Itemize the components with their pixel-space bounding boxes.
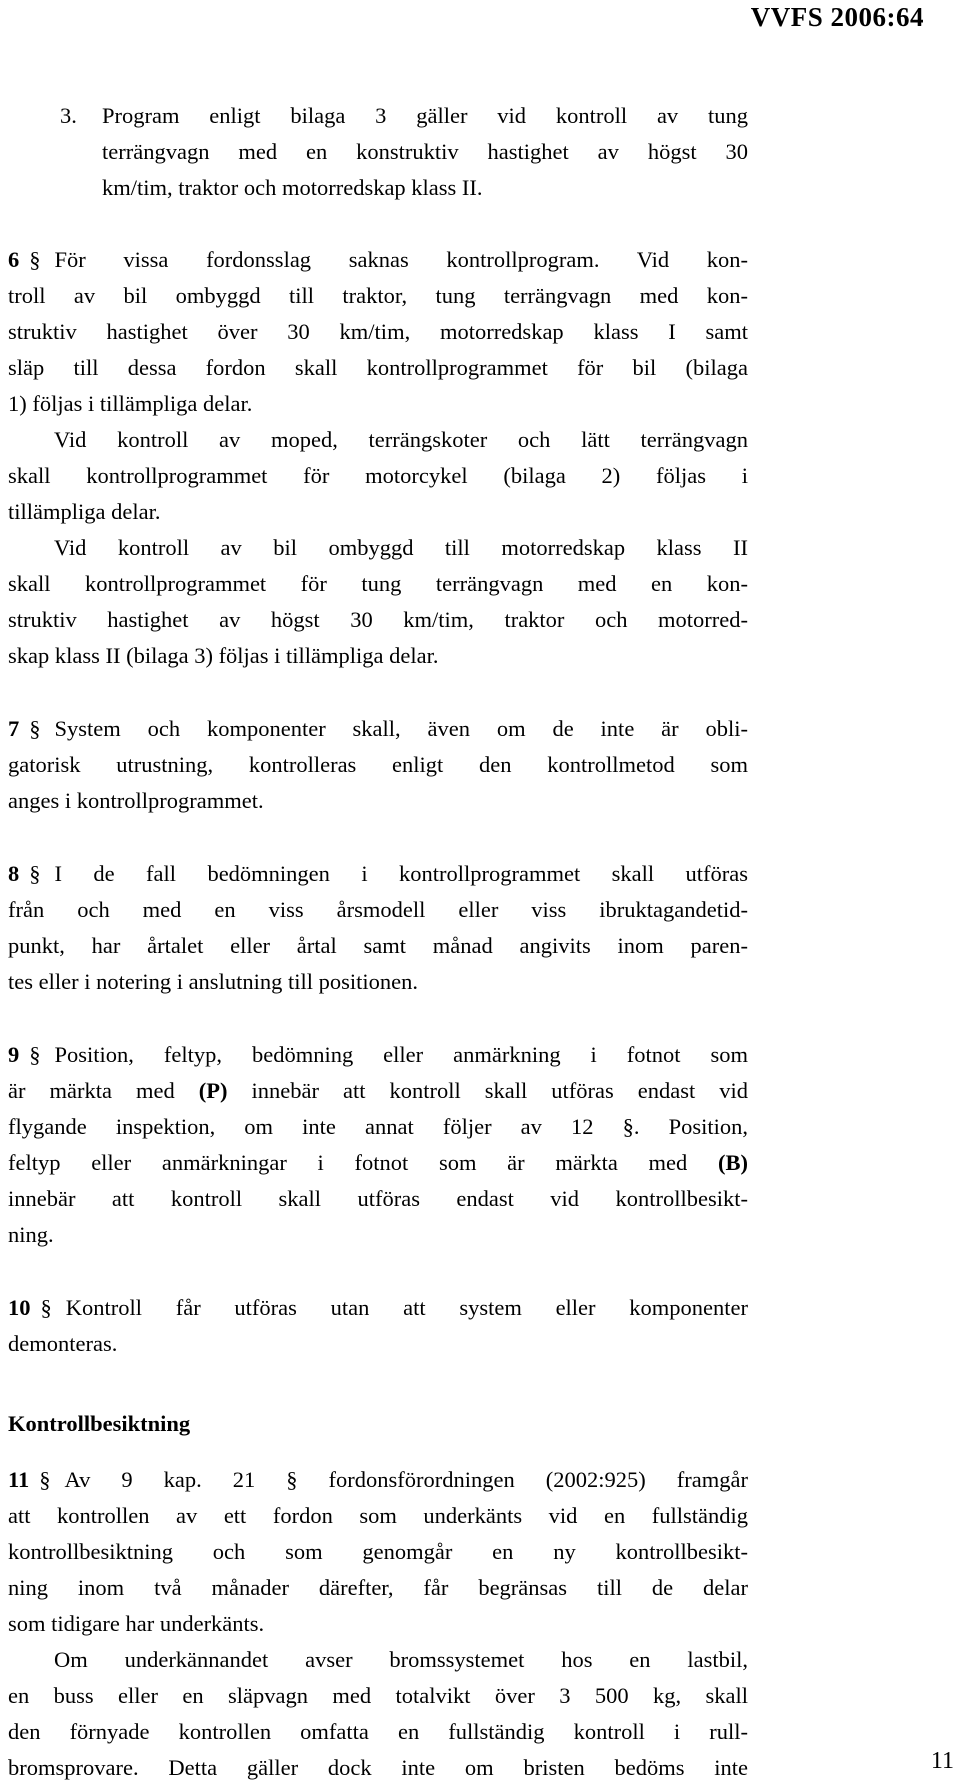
text-line: innebär att kontroll skall utföras endast vid kontrollbesikt-: [8, 1186, 748, 1211]
text-line: kontrollbesiktning och som genomgår en ny kontrollbesikt-: [8, 1539, 748, 1564]
text-line: från och med en viss årsmodell eller viss ibruktagandetid-: [8, 897, 748, 922]
text-line: [8, 1462, 748, 1498]
section-7: [8, 711, 748, 819]
text-line: km/tim, traktor och motorredskap klass II.: [102, 175, 483, 200]
section-number: 8: [8, 861, 20, 886]
text-line: demonteras.: [8, 1331, 118, 1356]
section-number: 11: [8, 1467, 30, 1492]
text-line: [8, 1109, 748, 1145]
section-number: 6: [8, 247, 20, 272]
text-line: 1) följas i tillämpliga delar.: [8, 391, 253, 416]
section-sign: §: [29, 861, 41, 886]
section-10: [8, 1290, 748, 1362]
text-line: [8, 711, 748, 747]
section-number: 10: [8, 1295, 31, 1320]
line-text: System och komponenter skall, även om de inte är obli-: [54, 716, 748, 741]
text-line: en buss eller en släpvagn med totalvikt över 3 500 kg, skall: [8, 1683, 748, 1708]
section-sign: §: [39, 1467, 51, 1492]
list-number: 3.: [60, 103, 77, 128]
line-text: innebär att kontroll skall utföras endast vid: [227, 1078, 748, 1103]
section-sign: §: [29, 1042, 41, 1067]
text-line: gatorisk utrustning, kontrolleras enligt den kontrollmetod som: [8, 752, 748, 777]
document-body: [8, 98, 748, 1786]
text-line: [8, 1037, 748, 1073]
marker-b: (B): [718, 1150, 748, 1175]
section-number: 9: [8, 1042, 20, 1067]
section-sign: §: [286, 1467, 298, 1492]
line-text: flygande inspektion, om inte annat följer av 12: [8, 1114, 623, 1139]
page-number: 11: [930, 1748, 954, 1774]
text-line: troll av bil ombyggd till traktor, tung terrängvagn med kon-: [8, 283, 748, 308]
line-text: Av 9 kap. 21: [64, 1467, 287, 1492]
text-line: [8, 856, 748, 892]
text-line: den förnyade kontrollen omfatta en fullständig kontroll i rull-: [8, 1719, 748, 1744]
text-line: skall kontrollprogrammet för motorcykel (bilaga 2) följas i: [8, 463, 748, 488]
text-line: punkt, har årtalet eller årtal samt månad angivits inom paren-: [8, 933, 748, 958]
text-line: ning.: [8, 1222, 54, 1247]
text-line: anges i kontrollprogrammet.: [8, 788, 264, 813]
text-line: som tidigare har underkänts.: [8, 1611, 265, 1636]
text-line: [8, 242, 748, 278]
line-text: är märkta med: [8, 1078, 199, 1103]
section-number: 7: [8, 716, 20, 741]
text-line: släp till dessa fordon skall kontrollprogrammet för bil (bilaga: [8, 355, 748, 380]
text-line: bromsprovare. Detta gäller dock inte om bristen bedöms inte: [8, 1755, 748, 1780]
document-header: VVFS 2006:64: [750, 2, 924, 32]
text-line: att kontrollen av ett fordon som underkänts vid en fullständig: [8, 1503, 748, 1528]
section-sign: §: [29, 716, 41, 741]
line-text: I de fall bedömningen i kontrollprogrammet skall utföras: [54, 861, 748, 886]
section-sign: §: [40, 1295, 52, 1320]
marker-p: (P): [198, 1078, 228, 1103]
text-line: struktiv hastighet av högst 30 km/tim, traktor och motorred-: [8, 607, 748, 632]
text-line: Vid kontroll av moped, terrängskoter och lätt terrängvagn: [54, 427, 748, 452]
text-line: ning inom två månader därefter, får begränsas till de delar: [8, 1575, 748, 1600]
line-text: feltyp eller anmärkningar i fotnot som är märkta med: [8, 1150, 718, 1175]
section-11: [8, 1462, 748, 1786]
text-line: [8, 1290, 748, 1326]
text-line: Vid kontroll av bil ombyggd till motorredskap klass II: [54, 535, 748, 560]
line-text: . Position,: [633, 1114, 749, 1139]
text-line: struktiv hastighet över 30 km/tim, motorredskap klass I samt: [8, 319, 748, 344]
line-text: Position, feltyp, bedömning eller anmärkning i fotnot som: [54, 1042, 748, 1067]
line-text: Kontroll får utföras utan att system eller komponenter: [65, 1295, 748, 1320]
section-sign: §: [622, 1114, 634, 1139]
section-9: [8, 1037, 748, 1253]
text-line: tillämpliga delar.: [8, 499, 161, 524]
text-line: terrängvagn med en konstruktiv hastighet av högst 30: [102, 139, 748, 164]
line-text: fordonsförordningen (2002:925) framgår: [297, 1467, 748, 1492]
text-line: skap klass II (bilaga 3) följas i tillämpliga delar.: [8, 643, 439, 668]
line-text: För vissa fordonsslag saknas kontrollprogram. Vid kon-: [54, 247, 748, 272]
text-line: Om underkännandet avser bromssystemet hos en lastbil,: [54, 1647, 748, 1672]
text-line: tes eller i notering i anslutning till positionen.: [8, 969, 418, 994]
text-line: [8, 1145, 748, 1181]
text-line: Program enligt bilaga 3 gäller vid kontroll av tung: [102, 103, 748, 128]
section-8: [8, 856, 748, 1000]
text-line: [8, 1073, 748, 1109]
section-heading: Kontrollbesiktning: [8, 1411, 191, 1436]
section-sign: §: [29, 247, 41, 272]
text-line: skall kontrollprogrammet för tung terrängvagn med en kon-: [8, 571, 748, 596]
list-item-3: [8, 98, 748, 206]
section-6: [8, 242, 748, 674]
